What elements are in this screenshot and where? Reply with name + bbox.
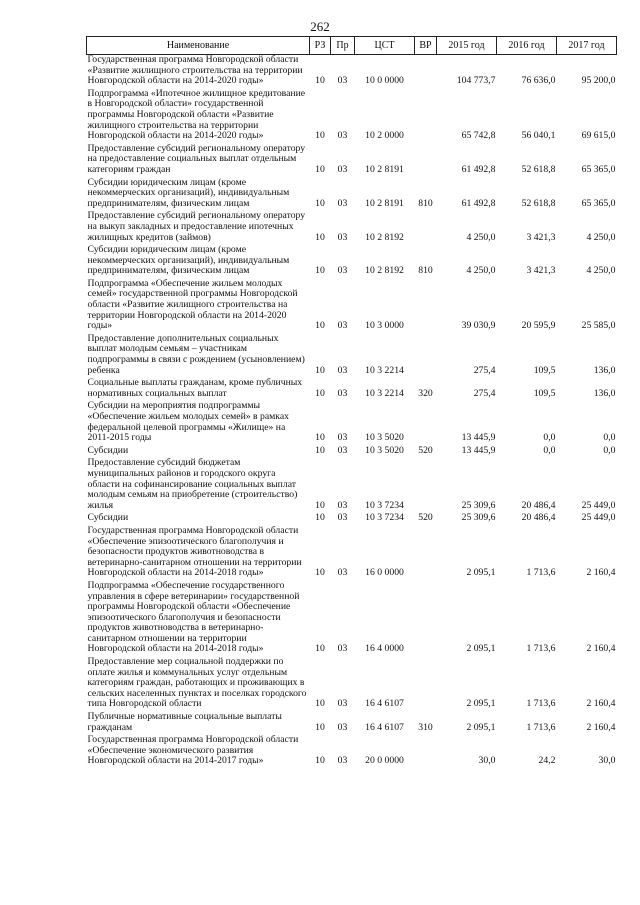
- row-amount-2017: 136,0: [593, 387, 616, 399]
- row-rz: 10: [315, 320, 325, 332]
- row-pr: 03: [337, 432, 348, 444]
- row-cst: 10 0 0000: [365, 75, 404, 87]
- row-pr: 03: [337, 130, 348, 142]
- row-amount-2015: 61 492,8: [461, 197, 496, 209]
- row-vr: [415, 735, 437, 769]
- row-rz: 10: [315, 387, 325, 399]
- row-amount-2015: 2 095,1: [466, 721, 496, 733]
- row-name: Субсидии на мероприятия подпрограммы «Обеспечение жильем молодых семей» в рамках федеральной целевой программы «Жилище» на 2011-2015 годы: [87, 400, 289, 444]
- row-amount-2015: 25 309,6: [461, 499, 496, 511]
- row-vr: [415, 89, 437, 144]
- row-name: Государственная программа Новгородской области «Обеспечение эпизоотического благополучия и безопасности продуктов животноводства в ветеринарно-санитарном отношении на территории Новгородской области на 2014-2018 годы»: [87, 524, 302, 579]
- row-rz: 10: [315, 567, 325, 579]
- row-name: Государственная программа Новгородской области «Развитие жилищного строительства на территории Новгородской области на 2014-2020 годы»: [87, 54, 303, 87]
- row-pr: 03: [337, 698, 348, 710]
- row-vr: [415, 279, 437, 334]
- row-pr: 03: [337, 364, 348, 376]
- row-vr: [415, 55, 437, 89]
- row-pr: 03: [337, 320, 348, 332]
- row-cst: 16 0 0000: [365, 567, 404, 579]
- table-row: [87, 526, 617, 581]
- row-vr: 810: [418, 197, 433, 209]
- row-amount-2016: 1 713,6: [526, 698, 556, 710]
- row-amount-2015: 275,4: [473, 364, 496, 376]
- row-amount-2016: 109,5: [533, 364, 556, 376]
- row-amount-2017: 4 250,0: [586, 265, 616, 277]
- row-pr: 03: [337, 197, 348, 209]
- row-rz: 10: [315, 444, 325, 456]
- row-vr: [415, 458, 437, 513]
- budget-table: [86, 36, 617, 769]
- row-amount-2017: 25 449,0: [581, 499, 616, 511]
- row-amount-2017: 25 449,0: [581, 512, 616, 524]
- row-name: Подпрограмма «Ипотечное жилищное кредитование в Новгородской области» государственной программы Новгородской области «Развитие жилищного строительства на территории Новгородской области на 2014-2020 годы»: [87, 87, 306, 142]
- row-amount-2017: 0,0: [603, 432, 616, 444]
- header-pr: Пр: [331, 37, 355, 55]
- row-rz: 10: [315, 499, 325, 511]
- table-row: [87, 458, 617, 513]
- row-rz: 10: [315, 755, 325, 767]
- row-amount-2016: 56 040,1: [521, 130, 556, 142]
- row-name: Предоставление мер социальной поддержки по оплате жилья и коммунальных услуг отдельным категориям граждан, работающих и проживающих в сельских населенных пунктах и поселках городского типа Новгородской области: [87, 656, 307, 710]
- row-pr: 03: [337, 643, 348, 655]
- row-amount-2015: 30,0: [478, 755, 496, 767]
- row-amount-2016: 24,2: [538, 755, 556, 767]
- row-amount-2016: 3 421,3: [526, 231, 556, 243]
- row-amount-2016: 1 713,6: [526, 643, 556, 655]
- header-2015: 2015 год: [437, 37, 497, 55]
- row-amount-2016: 20 595,9: [521, 320, 556, 332]
- row-rz: 10: [315, 698, 325, 710]
- row-amount-2015: 4 250,0: [466, 265, 496, 277]
- row-cst: 10 3 5020: [365, 432, 404, 444]
- row-name: Субсидии: [87, 512, 129, 524]
- row-amount-2015: 2 095,1: [466, 698, 496, 710]
- row-amount-2015: 13 445,9: [461, 432, 496, 444]
- table-row: [87, 144, 617, 178]
- table-row: [87, 581, 617, 657]
- row-amount-2016: 20 486,4: [521, 512, 556, 524]
- row-pr: 03: [337, 721, 348, 733]
- table-row: [87, 712, 617, 735]
- row-vr: [415, 657, 437, 712]
- row-amount-2017: 2 160,4: [586, 721, 616, 733]
- row-vr: [415, 144, 437, 178]
- row-vr: [415, 526, 437, 581]
- row-vr: 520: [418, 512, 433, 524]
- row-rz: 10: [315, 721, 325, 733]
- row-name: Предоставление субсидий региональному оператору на выкуп закладных и предоставление ипотечных жилищных кредитов (займов): [87, 210, 306, 243]
- row-vr: 310: [418, 721, 433, 733]
- row-cst: 20 0 0000: [365, 755, 404, 767]
- table-row: [87, 735, 617, 769]
- row-vr: [415, 581, 437, 657]
- row-cst: 10 3 2214: [365, 387, 404, 399]
- row-cst: 16 4 6107: [365, 698, 404, 710]
- row-rz: 10: [315, 75, 325, 87]
- row-amount-2015: 65 742,8: [461, 130, 496, 142]
- row-amount-2017: 65 365,0: [581, 163, 616, 175]
- row-amount-2015: 4 250,0: [466, 231, 496, 243]
- row-amount-2015: 39 030,9: [461, 320, 496, 332]
- table-row: [87, 55, 617, 89]
- row-vr: 520: [418, 444, 433, 456]
- row-amount-2017: 4 250,0: [586, 231, 616, 243]
- page-number: 262: [310, 19, 330, 34]
- table-row: [87, 657, 617, 712]
- row-amount-2016: 109,5: [533, 387, 556, 399]
- row-pr: 03: [337, 387, 348, 399]
- row-cst: 16 4 0000: [365, 643, 404, 655]
- row-amount-2016: 76 636,0: [521, 75, 556, 87]
- row-pr: 03: [337, 499, 348, 511]
- row-amount-2017: 0,0: [603, 444, 616, 456]
- row-name: Предоставление субсидий бюджетам муниципальных районов и городского округа области на софинансирование социальных выплат молодым семьям на приобретение (строительство) жилья: [87, 457, 298, 511]
- row-amount-2017: 25 585,0: [581, 320, 616, 332]
- header-rz: РЗ: [310, 37, 331, 55]
- row-name: Государственная программа Новгородской области «Обеспечение экономического развития Новгородской области на 2014-2017 годы»: [87, 734, 299, 767]
- row-cst: 10 3 7234: [365, 512, 404, 524]
- row-amount-2017: 2 160,4: [586, 643, 616, 655]
- row-rz: 10: [315, 265, 325, 277]
- row-amount-2016: 1 713,6: [526, 567, 556, 579]
- row-cst: 10 2 8191: [365, 197, 404, 209]
- row-vr: 810: [418, 265, 433, 277]
- header-name: Наименование: [87, 37, 310, 55]
- row-name: Субсидии юридическим лицам (кроме некоммерческих организаций), индивидуальным предпринимателям, физическим лицам: [87, 244, 290, 277]
- table-row: [87, 279, 617, 334]
- row-name: Социальные выплаты гражданам, кроме публичных нормативных социальных выплат: [87, 377, 303, 399]
- row-rz: 10: [315, 364, 325, 376]
- row-rz: 10: [315, 643, 325, 655]
- row-amount-2016: 0,0: [543, 444, 556, 456]
- row-amount-2015: 13 445,9: [461, 444, 496, 456]
- row-cst: 10 3 5020: [365, 444, 404, 456]
- row-name: Субсидии: [87, 444, 129, 456]
- row-pr: 03: [337, 75, 348, 87]
- row-vr: [415, 334, 437, 378]
- row-rz: 10: [315, 197, 325, 209]
- row-rz: 10: [315, 512, 325, 524]
- row-vr: [415, 401, 437, 445]
- row-rz: 10: [315, 432, 325, 444]
- row-pr: 03: [337, 755, 348, 767]
- row-cst: 10 2 8192: [365, 265, 404, 277]
- row-cst: 10 3 0000: [365, 320, 404, 332]
- row-amount-2017: 69 615,0: [581, 130, 616, 142]
- row-pr: 03: [337, 567, 348, 579]
- table-row: [87, 178, 617, 212]
- row-vr: [415, 211, 437, 245]
- row-amount-2016: 0,0: [543, 432, 556, 444]
- row-amount-2017: 95 200,0: [581, 75, 616, 87]
- row-amount-2015: 275,4: [473, 387, 496, 399]
- header-cst: ЦСТ: [355, 37, 415, 55]
- row-amount-2015: 2 095,1: [466, 567, 496, 579]
- table-row: [87, 89, 617, 144]
- row-amount-2015: 104 773,7: [456, 75, 496, 87]
- row-pr: 03: [337, 231, 348, 243]
- row-pr: 03: [337, 265, 348, 277]
- header-2016: 2016 год: [497, 37, 557, 55]
- row-amount-2015: 2 095,1: [466, 643, 496, 655]
- row-amount-2016: 3 421,3: [526, 265, 556, 277]
- header-vr: ВР: [415, 37, 437, 55]
- row-amount-2017: 30,0: [598, 755, 616, 767]
- table-row: [87, 378, 617, 401]
- row-vr: 320: [418, 387, 433, 399]
- row-amount-2015: 25 309,6: [461, 512, 496, 524]
- row-name: Субсидии юридическим лицам (кроме некоммерческих организаций), индивидуальным предпринимателям, физическим лицам: [87, 176, 290, 209]
- row-amount-2016: 1 713,6: [526, 721, 556, 733]
- row-rz: 10: [315, 130, 325, 142]
- row-cst: 10 2 8191: [365, 163, 404, 175]
- table-row: [87, 334, 617, 378]
- table-row: [87, 245, 617, 279]
- row-amount-2015: 61 492,8: [461, 163, 496, 175]
- row-rz: 10: [315, 231, 325, 243]
- row-amount-2017: 2 160,4: [586, 567, 616, 579]
- row-cst: 10 3 2214: [365, 364, 404, 376]
- row-cst: 10 3 7234: [365, 499, 404, 511]
- table-row: [87, 401, 617, 445]
- row-name: Предоставление дополнительных социальных выплат молодым семьям – участникам подпрограммы в связи с рождением (усыновлением) ребенка: [87, 332, 305, 376]
- row-name: Публичные нормативные социальные выплаты гражданам: [87, 711, 282, 733]
- row-rz: 10: [315, 163, 325, 175]
- row-amount-2017: 65 365,0: [581, 197, 616, 209]
- row-cst: 10 2 0000: [365, 130, 404, 142]
- row-cst: 10 2 8192: [365, 231, 404, 243]
- row-name: Подпрограмма «Обеспечение государственного управления в сфере ветеринарии» государственной программы Новгородской области «Обеспечение эпизоотического благополучия и безопасности продуктов животноводства в ветеринарно-санитарном отношении на территории Новгородской области на 2014-2018 годы»: [87, 579, 300, 655]
- row-pr: 03: [337, 512, 348, 524]
- row-pr: 03: [337, 163, 348, 175]
- table-header-row: [87, 37, 617, 55]
- row-amount-2016: 52 618,8: [521, 163, 556, 175]
- row-amount-2016: 20 486,4: [521, 499, 556, 511]
- row-name: Предоставление субсидий региональному оператору на предоставление социальных выплат отдельным категориям граждан: [87, 142, 306, 175]
- row-name: Подпрограмма «Обеспечение жильем молодых семей» государственной программы Новгородской области «Развитие жилищного строительства на территории Новгородской области на 2014-2020 годы»: [87, 277, 298, 332]
- row-amount-2017: 136,0: [593, 364, 616, 376]
- table-row: [87, 211, 617, 245]
- row-cst: 16 4 6107: [365, 721, 404, 733]
- header-2017: 2017 год: [557, 37, 617, 55]
- row-amount-2017: 2 160,4: [586, 698, 616, 710]
- row-pr: 03: [337, 444, 348, 456]
- row-amount-2016: 52 618,8: [521, 197, 556, 209]
